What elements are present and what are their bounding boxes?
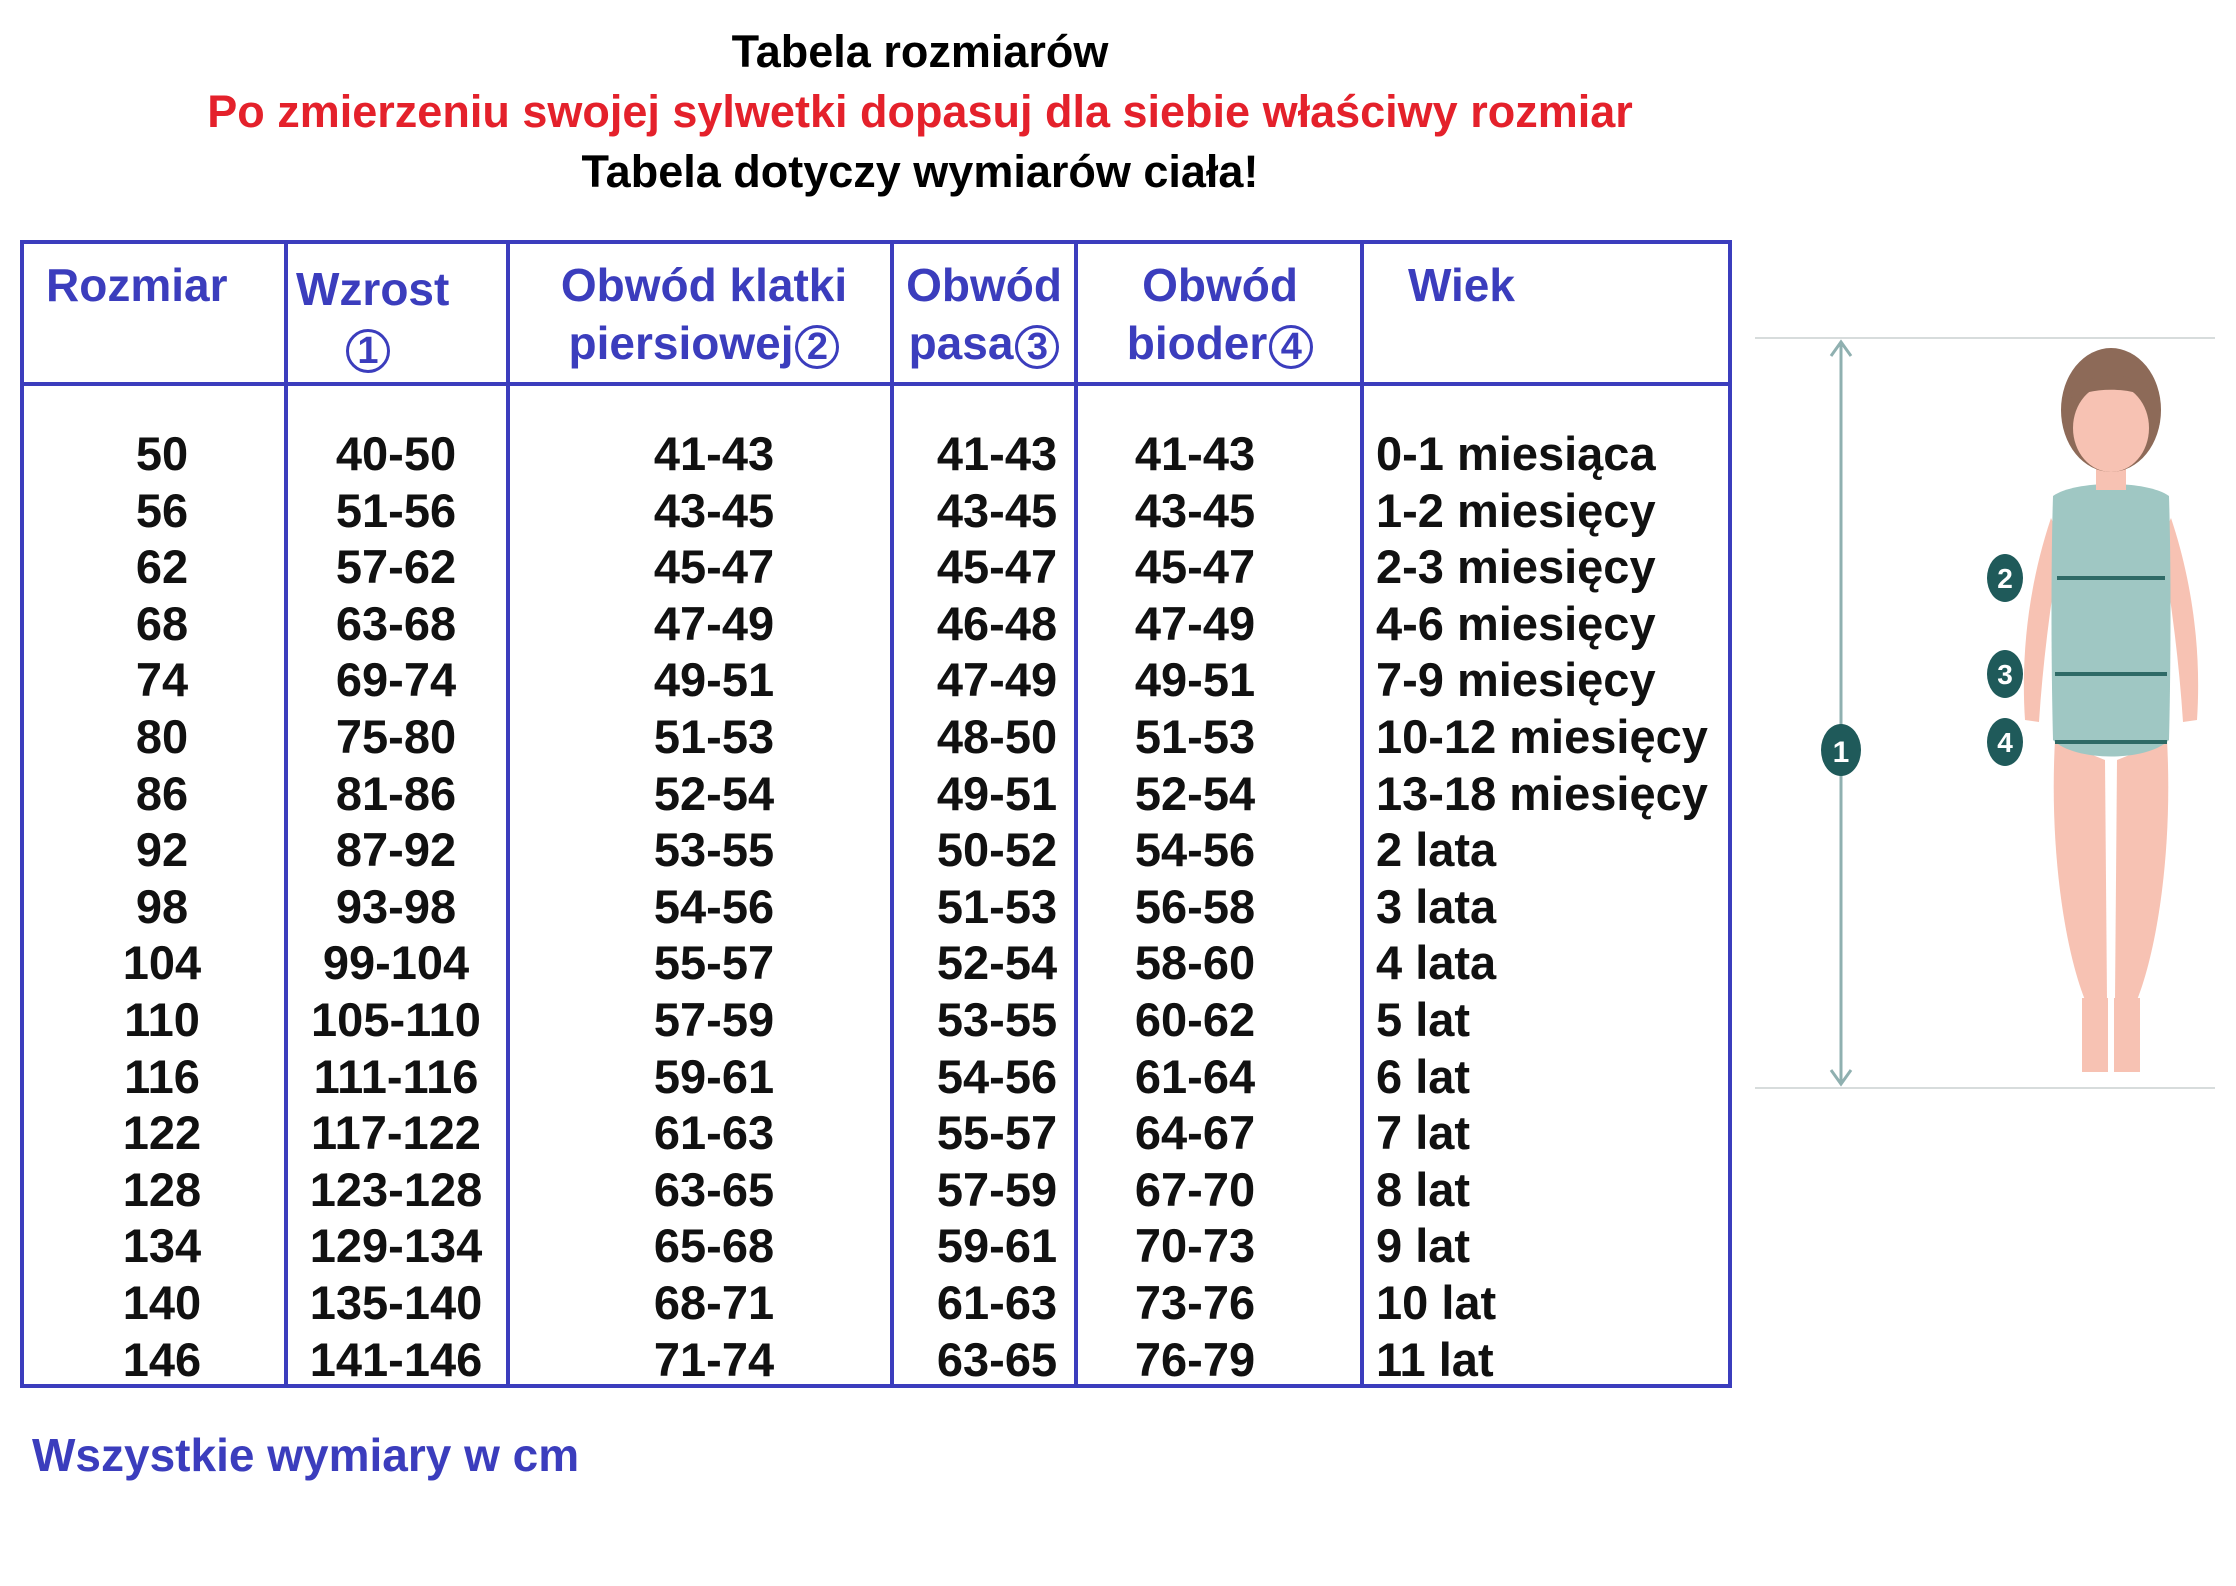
cell-wzrost: 105-110 bbox=[311, 992, 481, 1046]
column-wiek bbox=[1376, 426, 1726, 1388]
cell-wzrost: 51-56 bbox=[335, 483, 457, 537]
cell-rozmiar: 134 bbox=[122, 1219, 202, 1273]
cell-wzrost: 81-86 bbox=[335, 766, 457, 820]
cell-wiek: 9 lat bbox=[1376, 1219, 1471, 1273]
cell-rozmiar: 116 bbox=[124, 1049, 200, 1103]
cell-rozmiar: 56 bbox=[135, 483, 189, 537]
cell-pas: 49-51 bbox=[936, 766, 1058, 820]
cell-wiek: 3 lata bbox=[1376, 879, 1497, 933]
marker-4-badge: 4 bbox=[1269, 325, 1313, 369]
cell-wiek: 10-12 miesięcy bbox=[1376, 709, 1708, 763]
cell-klatka: 57-59 bbox=[653, 992, 775, 1046]
cell-biodra: 58-60 bbox=[1134, 936, 1256, 990]
header-pas bbox=[898, 256, 1070, 372]
cell-rozmiar: 50 bbox=[135, 427, 189, 480]
child-figure bbox=[2024, 348, 2198, 1072]
cell-wiek: 2 lata bbox=[1376, 823, 1497, 877]
column-klatka bbox=[614, 426, 814, 1388]
cell-pas: 57-59 bbox=[936, 1162, 1058, 1216]
cell-klatka: 45-47 bbox=[653, 540, 775, 594]
cell-klatka: 43-45 bbox=[653, 483, 775, 537]
cell-wiek: 2-3 miesięcy bbox=[1376, 540, 1656, 594]
cell-wzrost: 141-146 bbox=[309, 1332, 483, 1386]
cell-rozmiar: 122 bbox=[122, 1106, 202, 1160]
cell-wzrost: 129-134 bbox=[309, 1219, 483, 1273]
cell-biodra: 60-62 bbox=[1134, 992, 1256, 1046]
cell-klatka: 52-54 bbox=[653, 766, 775, 820]
cell-biodra: 51-53 bbox=[1134, 709, 1256, 763]
marker-2-label: 2 bbox=[1997, 563, 2013, 594]
cell-biodra: 67-70 bbox=[1134, 1162, 1256, 1216]
cell-biodra: 64-67 bbox=[1134, 1106, 1256, 1160]
cell-biodra: 43-45 bbox=[1134, 483, 1256, 537]
cell-wzrost: 117-122 bbox=[311, 1106, 481, 1160]
column-biodra bbox=[1120, 426, 1270, 1388]
column-wzrost bbox=[296, 426, 496, 1388]
cell-wiek: 7 lat bbox=[1376, 1106, 1471, 1160]
cell-wzrost: 111-116 bbox=[313, 1049, 479, 1103]
cell-biodra: 70-73 bbox=[1134, 1219, 1256, 1273]
cell-biodra: 76-79 bbox=[1134, 1332, 1256, 1386]
column-rozmiar bbox=[84, 426, 240, 1388]
cell-klatka: 55-57 bbox=[653, 936, 775, 990]
cell-biodra: 45-47 bbox=[1134, 540, 1256, 594]
body-measurement-figure bbox=[1755, 330, 2215, 1100]
cell-biodra: 47-49 bbox=[1134, 596, 1256, 650]
cell-pas: 51-53 bbox=[936, 879, 1058, 933]
cell-klatka: 53-55 bbox=[653, 823, 775, 877]
cell-wzrost: 93-98 bbox=[335, 879, 457, 933]
marker-3-badge: 3 bbox=[1015, 325, 1059, 369]
header-klatka bbox=[522, 256, 886, 372]
cell-wzrost: 123-128 bbox=[309, 1162, 483, 1216]
marker-3-label: 3 bbox=[1997, 659, 2013, 690]
header-divider bbox=[24, 382, 1728, 386]
header-pas-line1: Obwód bbox=[906, 259, 1062, 311]
cell-biodra: 54-56 bbox=[1134, 823, 1256, 877]
cell-rozmiar: 128 bbox=[122, 1162, 202, 1216]
cell-pas: 54-56 bbox=[936, 1049, 1058, 1103]
cell-rozmiar: 62 bbox=[135, 540, 189, 594]
cell-rozmiar: 80 bbox=[135, 709, 189, 763]
cell-wiek: 1-2 miesięcy bbox=[1376, 483, 1656, 537]
cell-pas: 53-55 bbox=[936, 992, 1058, 1046]
cell-wiek: 5 lat bbox=[1376, 992, 1471, 1046]
marker-1-icon bbox=[1821, 724, 1861, 776]
cell-pas: 47-49 bbox=[936, 653, 1058, 707]
cell-rozmiar: 74 bbox=[135, 653, 189, 707]
cell-wzrost: 40-50 bbox=[335, 427, 457, 480]
cell-wzrost: 87-92 bbox=[335, 823, 457, 877]
cell-wzrost: 75-80 bbox=[335, 709, 457, 763]
column-divider bbox=[1360, 244, 1364, 1384]
cell-pas: 41-43 bbox=[936, 427, 1058, 480]
cell-wzrost: 57-62 bbox=[335, 540, 457, 594]
cell-klatka: 54-56 bbox=[653, 879, 775, 933]
cell-rozmiar: 104 bbox=[122, 936, 202, 990]
cell-klatka: 41-43 bbox=[653, 427, 775, 480]
cell-wiek: 8 lat bbox=[1376, 1162, 1471, 1216]
cell-pas: 59-61 bbox=[936, 1219, 1058, 1273]
cell-wiek: 13-18 miesięcy bbox=[1376, 766, 1708, 820]
cell-klatka: 68-71 bbox=[653, 1275, 775, 1329]
cell-klatka: 61-63 bbox=[653, 1106, 775, 1160]
marker-1-badge: 1 bbox=[346, 329, 390, 373]
cell-klatka: 71-74 bbox=[653, 1332, 775, 1386]
cell-rozmiar: 98 bbox=[135, 879, 189, 933]
cell-wiek: 11 lat bbox=[1376, 1332, 1494, 1386]
cell-biodra: 49-51 bbox=[1134, 653, 1256, 707]
note-text: Tabela dotyczy wymiarów ciała! bbox=[581, 146, 1259, 197]
cell-biodra: 41-43 bbox=[1134, 427, 1256, 480]
header-klatka-line2: piersiowej bbox=[568, 317, 794, 369]
marker-1-label: 1 bbox=[1832, 736, 1850, 769]
cell-rozmiar: 110 bbox=[124, 992, 200, 1046]
cell-biodra: 61-64 bbox=[1134, 1049, 1256, 1103]
header-rozmiar: Rozmiar bbox=[46, 259, 228, 311]
marker-2-icon bbox=[1987, 554, 2023, 602]
marker-3-icon bbox=[1987, 650, 2023, 698]
cell-wiek: 4 lata bbox=[1376, 936, 1497, 990]
size-table bbox=[20, 240, 1732, 1388]
cell-pas: 61-63 bbox=[936, 1275, 1058, 1329]
header-wzrost-label: Wzrost bbox=[296, 263, 450, 315]
cell-rozmiar: 140 bbox=[122, 1275, 202, 1329]
column-divider bbox=[890, 244, 894, 1384]
cell-biodra: 73-76 bbox=[1134, 1275, 1256, 1329]
header-wzrost bbox=[296, 260, 449, 376]
cell-wiek: 7-9 miesięcy bbox=[1376, 653, 1656, 707]
cell-pas: 50-52 bbox=[936, 823, 1058, 877]
header-wiek: Wiek bbox=[1408, 259, 1515, 311]
cell-wzrost: 99-104 bbox=[322, 936, 470, 990]
cell-klatka: 47-49 bbox=[653, 596, 775, 650]
cell-klatka: 65-68 bbox=[653, 1219, 775, 1273]
cell-wzrost: 69-74 bbox=[335, 653, 457, 707]
column-divider bbox=[1074, 244, 1078, 1384]
cell-wzrost: 63-68 bbox=[335, 596, 457, 650]
header-biodra-line1: Obwód bbox=[1142, 259, 1298, 311]
cell-pas: 63-65 bbox=[936, 1332, 1058, 1386]
cell-rozmiar: 146 bbox=[122, 1332, 202, 1386]
cell-wiek: 0-1 miesiąca bbox=[1376, 427, 1656, 480]
cell-rozmiar: 92 bbox=[135, 823, 189, 877]
cell-pas: 46-48 bbox=[936, 596, 1058, 650]
marker-4-label: 4 bbox=[1997, 727, 2013, 758]
cell-klatka: 49-51 bbox=[653, 653, 775, 707]
cell-rozmiar: 86 bbox=[135, 766, 189, 820]
header-biodra-line2: bioder bbox=[1126, 317, 1268, 369]
cell-wiek: 6 lat bbox=[1376, 1049, 1471, 1103]
cell-pas: 55-57 bbox=[936, 1106, 1058, 1160]
cell-pas: 48-50 bbox=[936, 709, 1058, 763]
cell-klatka: 51-53 bbox=[653, 709, 775, 763]
cell-pas: 45-47 bbox=[936, 540, 1058, 594]
instruction-text: Po zmierzeniu swojej sylwetki dopasuj dla siebie właściwy rozmiar bbox=[207, 86, 1633, 137]
cell-pas: 52-54 bbox=[936, 936, 1058, 990]
cell-klatka: 63-65 bbox=[653, 1162, 775, 1216]
cell-pas: 43-45 bbox=[936, 483, 1058, 537]
cell-rozmiar: 68 bbox=[135, 596, 189, 650]
marker-2-badge: 2 bbox=[795, 325, 839, 369]
header-biodra bbox=[1082, 256, 1358, 372]
cell-biodra: 52-54 bbox=[1134, 766, 1256, 820]
cell-klatka: 59-61 bbox=[653, 1049, 775, 1103]
cell-wiek: 10 lat bbox=[1376, 1275, 1497, 1329]
cell-wiek: 4-6 miesięcy bbox=[1376, 596, 1656, 650]
header-pas-line2: pasa bbox=[908, 317, 1014, 369]
column-divider bbox=[506, 244, 510, 1384]
column-pas bbox=[922, 426, 1072, 1388]
marker-4-icon bbox=[1987, 718, 2023, 766]
page-title: Tabela rozmiarów bbox=[731, 26, 1109, 77]
column-divider bbox=[284, 244, 288, 1384]
header-klatka-line1: Obwód klatki bbox=[560, 259, 848, 311]
cell-wzrost: 135-140 bbox=[309, 1275, 483, 1329]
cell-biodra: 56-58 bbox=[1134, 879, 1256, 933]
units-note: Wszystkie wymiary w cm bbox=[32, 1429, 580, 1481]
